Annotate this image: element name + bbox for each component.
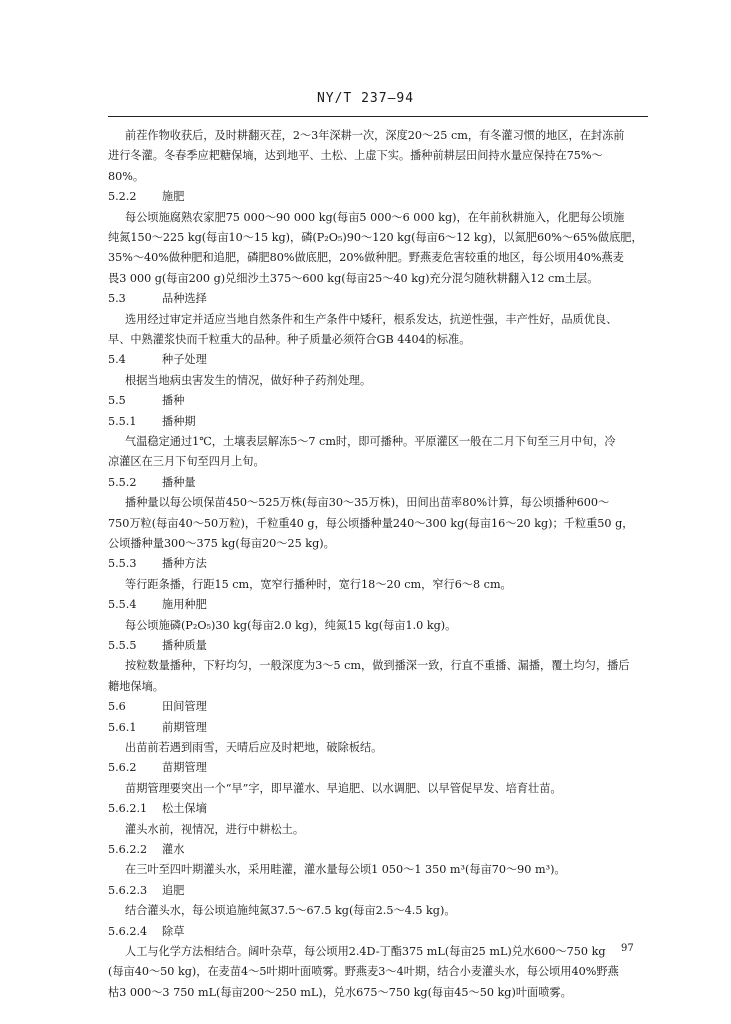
section-title: 种子处理 bbox=[162, 353, 207, 367]
paragraph-line: 畏3 000 g(每亩200 g)兑细沙土375～600 kg(每亩25～40 kg)充分混匀随秋耕翻入12 cm土层。 bbox=[108, 271, 599, 285]
section-title: 播种质量 bbox=[162, 639, 207, 652]
section-number: 5.5.4 bbox=[108, 598, 137, 612]
section-title: 灌水 bbox=[162, 843, 185, 856]
section-heading bbox=[108, 718, 207, 738]
section-number: 5.6.2.3 bbox=[108, 883, 148, 897]
paragraph-line: 纯氮150～225 kg(每亩10～15 kg)，磷(P₂O₅)90～120 kg(每亩6～12 kg)，以氮肥60%～65%做底肥， bbox=[108, 231, 643, 244]
paragraph-line: 早、中熟灌浆快而千粒重大的品种。种子质量必须符合GB 4404的标准。 bbox=[108, 333, 471, 346]
paragraph-line: 灌头水前，视情况，进行中耕松土。 bbox=[125, 822, 305, 836]
paragraph-line: 进行冬灌。冬春季应耙糖保墒，达到地平、土松、上虚下实。播种前耕层田间持水量应保持在75%～ bbox=[108, 149, 603, 163]
section-title: 前期管理 bbox=[162, 720, 207, 734]
section-number: 5.5.1 bbox=[108, 414, 137, 428]
paragraph-line: 根据当地病虫害发生的情况，做好种子药剂处理。 bbox=[125, 373, 372, 387]
paragraph-line: 播种量以每公顷保苗450～525万株(每亩30～35万株)，田间出苗率80%计算，每公顷播种600～ bbox=[125, 496, 610, 510]
section-title: 松土保墒 bbox=[162, 802, 207, 816]
paragraph-line: 80%。 bbox=[108, 169, 145, 183]
section-heading bbox=[108, 350, 207, 370]
paragraph-line: 前茬作物收获后，及时耕翻灭茬，2～3年深耕一次，深度20～25 cm，有冬灌习惯的地区，在封冻前 bbox=[125, 129, 625, 142]
section-heading bbox=[108, 473, 196, 493]
section-heading bbox=[108, 554, 207, 574]
paragraph-line: 选用经过审定并适应当地自然条件和生产条件中矮秆，根系发达，抗逆性强，丰产性好，品质优良、 bbox=[125, 312, 618, 326]
section-number: 5.6 bbox=[108, 700, 126, 714]
paragraph-line: 每公顷施腐熟农家肥75 000～90 000 kg(每亩5 000～6 000 kg)，在年前秋耕施入，化肥每公顷施 bbox=[125, 210, 625, 224]
paragraph-line: 每公顷施磷(P₂O₅)30 kg(每亩2.0 kg)，纯氮15 kg(每亩1.0 kg)。 bbox=[125, 618, 457, 632]
section-number: 5.5.2 bbox=[108, 475, 137, 489]
paragraph-line: (每亩40～50 kg)，在麦苗4～5叶期叶面喷雾。野燕麦3～4叶期，结合小麦灌头水，每公顷用40%野燕 bbox=[108, 965, 619, 979]
section-number: 5.6.2.1 bbox=[108, 802, 148, 816]
section-heading bbox=[108, 758, 207, 778]
section-number: 5.6.1 bbox=[108, 720, 137, 734]
paragraph-line: 耱地保墒。 bbox=[108, 679, 164, 693]
section-heading bbox=[108, 187, 184, 207]
section-title: 追肥 bbox=[162, 883, 185, 897]
section-heading bbox=[108, 881, 184, 901]
paragraph-line: 按粒数量播种，下籽均匀，一般深度为3～5 cm，做到播深一致，行直不重播、漏播，覆土均匀，播后 bbox=[125, 659, 630, 673]
header-rule bbox=[108, 116, 648, 117]
section-number: 5.6.2.4 bbox=[108, 924, 148, 938]
section-number: 5.5.3 bbox=[108, 557, 137, 571]
paragraph-line: 等行距条播，行距15 cm，宽窄行播种时，宽行18～20 cm，窄行6～8 cm。 bbox=[125, 577, 512, 591]
section-heading bbox=[108, 595, 207, 615]
section-number: 5.6.2 bbox=[108, 761, 137, 775]
section-number: 5.4 bbox=[108, 353, 126, 367]
paragraph-line: 人工与化学方法相结合。阔叶杂草，每公顷用2.4D-丁酯375 mL(每亩25 mL)兑水600～750 kg bbox=[125, 945, 606, 958]
section-number: 5.5.5 bbox=[108, 639, 137, 652]
section-number: 5.6.2.2 bbox=[108, 843, 148, 856]
section-heading bbox=[108, 799, 207, 819]
section-number: 5.5 bbox=[108, 394, 126, 408]
paragraph-line: 750万粒(每亩40～50万粒)，千粒重40 g，每公顷播种量240～300 kg(每亩16～20 kg)；千粒重50 g， bbox=[108, 516, 634, 530]
section-number: 5.2.2 bbox=[108, 190, 137, 204]
section-title: 播种方法 bbox=[162, 557, 207, 571]
paragraph-line: 35%～40%做种肥和追肥，磷肥80%做底肥，20%做种肥。野燕麦危害较重的地区，每公顷用40%燕麦 bbox=[108, 251, 624, 265]
section-title: 施用种肥 bbox=[162, 598, 207, 612]
section-heading bbox=[108, 697, 207, 717]
paragraph-line: 气温稳定通过1℃，土壤表层解冻5～7 cm时，即可播种。平原灌区一般在二月下旬至三月中旬，冷 bbox=[125, 435, 616, 448]
section-title: 除草 bbox=[162, 924, 185, 938]
page-number: 97 bbox=[621, 943, 634, 954]
section-heading bbox=[108, 412, 196, 432]
section-heading bbox=[108, 922, 184, 942]
section-title: 播种量 bbox=[162, 475, 196, 489]
paragraph-line: 凉灌区在三月下旬至四月上旬。 bbox=[108, 455, 265, 469]
paragraph-line: 苗期管理要突出一个“早”字，即早灌水、早追肥、以水调肥、以早管促早发、培育壮苗。 bbox=[125, 781, 562, 795]
section-title: 田间管理 bbox=[162, 700, 207, 714]
paragraph-line: 在三叶至四叶期灌头水，采用畦灌，灌水量每公顷1 050～1 350 m³(每亩70～90 m³)。 bbox=[125, 863, 566, 877]
standard-code-header: NY/T 237—94 bbox=[316, 91, 415, 106]
paragraph-line: 结合灌头水，每公顷追施纯氮37.5～67.5 kg(每亩2.5～4.5 kg)。 bbox=[125, 904, 456, 918]
paragraph-line: 枯3 000～3 750 mL(每亩200～250 mL)，兑水675～750 kg(每亩45～50 kg)叶面喷雾。 bbox=[108, 985, 572, 999]
paragraph-line: 公顷播种量300～375 kg(每亩20～25 kg)。 bbox=[108, 537, 335, 550]
section-title: 播种 bbox=[162, 394, 185, 408]
section-heading bbox=[108, 289, 207, 309]
section-title: 施肥 bbox=[162, 190, 185, 204]
section-heading bbox=[108, 391, 184, 411]
section-title: 播种期 bbox=[162, 414, 196, 428]
section-heading bbox=[108, 840, 184, 860]
section-heading bbox=[108, 636, 207, 656]
paragraph-line: 出苗前若遇到雨雪，天晴后应及时耙地，破除板结。 bbox=[125, 741, 383, 754]
section-title: 苗期管理 bbox=[162, 761, 207, 775]
section-title: 品种选择 bbox=[162, 292, 207, 306]
section-number: 5.3 bbox=[108, 292, 126, 306]
